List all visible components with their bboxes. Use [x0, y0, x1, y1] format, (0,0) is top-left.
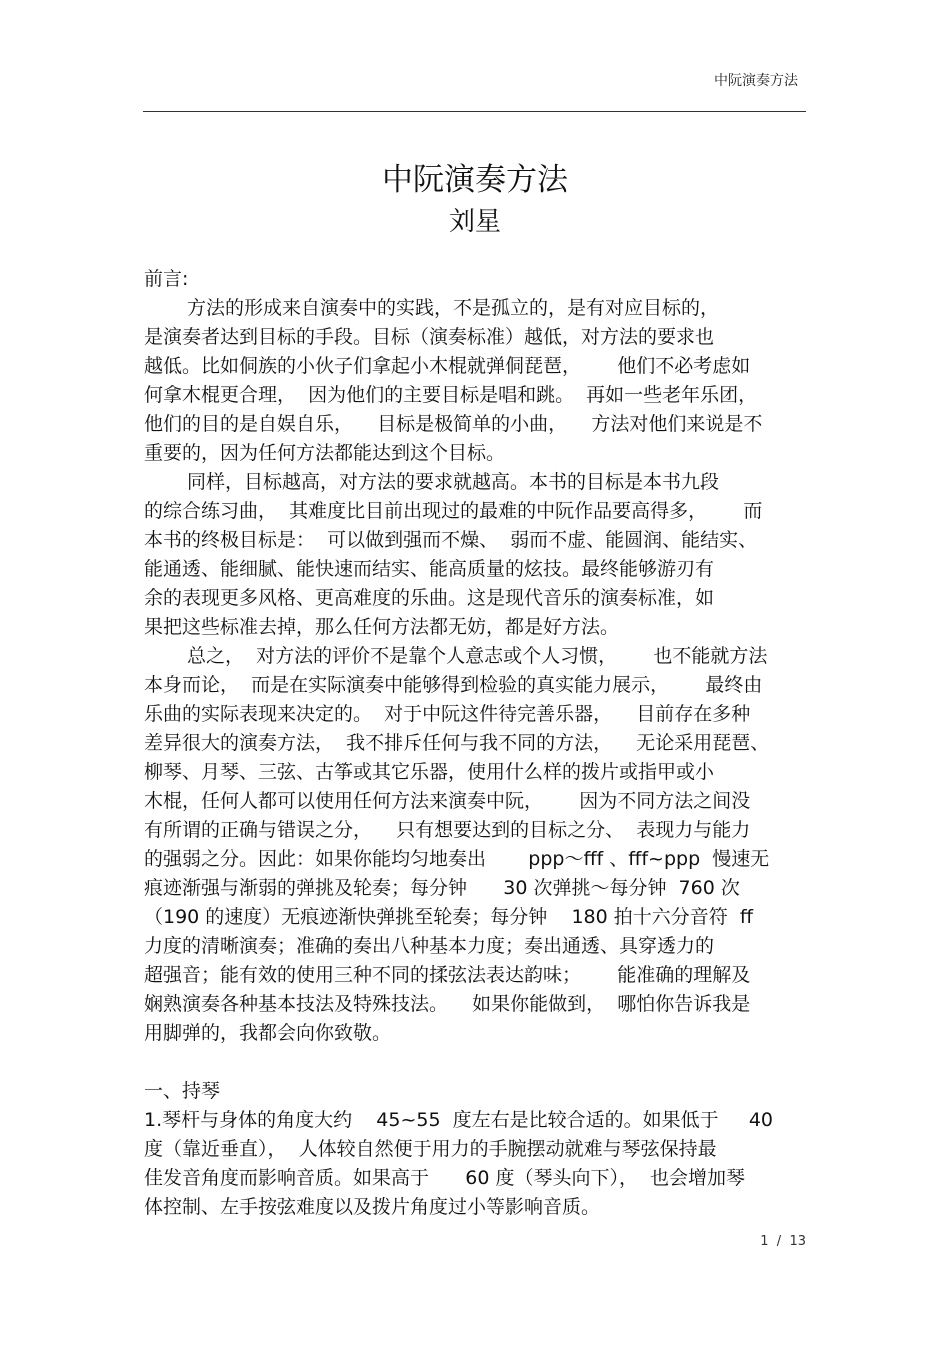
- paragraph-line: 方法的形成来自演奏中的实践，不是孤立的，是有对应目标的，: [187, 297, 720, 319]
- paragraph-line: 余的表现更多风格、更高难度的乐曲。这是现代音乐的演奏标准，如: [144, 587, 715, 609]
- paragraph-line: 佳发音角度而影响音质。如果高于 60 度（琴头向下）， 也会增加琴: [144, 1167, 746, 1189]
- preface-heading: 前言:: [144, 268, 189, 290]
- paragraph-line: 越低。比如侗族的小伙子们拿起小木棍就弹侗琵琶， 他们不必考虑如: [144, 355, 751, 377]
- paragraph-line: 是演奏者达到目标的手段。目标（演奏标准）越低，对方法的要求也: [144, 326, 715, 348]
- paragraph-line: 用脚弹的，我都会向你致敬。: [144, 1022, 392, 1044]
- header-divider: [143, 111, 806, 112]
- paragraph-line: 他们的目的是自娱自乐， 目标是极简单的小曲， 方法对他们来说是不: [144, 413, 763, 435]
- document-body: [144, 265, 806, 1222]
- paragraph-line: 超强音；能有效的使用三种不同的揉弦法表达韵味； 能准确的理解及: [144, 964, 751, 986]
- paragraph-line: 同样，目标越高，对方法的要求就越高。本书的目标是本书九段: [187, 471, 720, 493]
- paragraph-line: 差异很大的演奏方法， 我不排斥任何与我不同的方法， 无论采用琵琶、: [144, 732, 770, 754]
- paragraph-line: 度（靠近垂直）， 人体较自然便于用力的手腕摆动就难与琴弦保持最: [144, 1138, 717, 1160]
- paragraph-line: 果把这些标准去掉，那么任何方法都无妨，都是好方法。: [144, 616, 620, 638]
- paragraph-line: 乐曲的实际表现来决定的。 对于中阮这件待完善乐器， 目前存在多种: [144, 703, 751, 725]
- paragraph-line: 力度的清晰演奏；准确的奏出八种基本力度；奏出通透、具穿透力的: [144, 935, 715, 957]
- paragraph-line: 总之， 对方法的评价不是靠个人意志或个人习惯， 也不能就方法: [187, 645, 768, 667]
- paragraph-line: 能通透、能细腻、能快速而结实、能高质量的炫技。最终能够游刃有: [144, 558, 715, 580]
- paragraph-line: 柳琴、月琴、三弦、古筝或其它乐器，使用什么样的拨片或指甲或小: [144, 761, 715, 783]
- paragraph-spacer: [144, 1048, 806, 1077]
- page-indicator: 1 / 13: [760, 1234, 806, 1249]
- paragraph-line: 本身而论， 而是在实际演奏中能够得到检验的真实能力展示， 最终由: [144, 674, 763, 696]
- document-author: 刘星: [448, 207, 501, 237]
- running-header: 中阮演奏方法: [714, 73, 798, 89]
- paragraph-line: （190 的速度）无痕迹渐快弹挑至轮奏；每分钟 180 拍十六分音符 ff: [144, 906, 753, 928]
- paragraph-line: 娴熟演奏各种基本技法及特殊技法。 如果你能做到， 哪怕你告诉我是: [144, 993, 751, 1015]
- section-heading: 一、持琴: [144, 1080, 221, 1102]
- paragraph-line: 的强弱之分。因此：如果你能均匀地奏出 ppp～fff 、fff~ppp 慢速无: [144, 848, 770, 870]
- paragraph-line: 重要的，因为任何方法都能达到这个目标。: [144, 442, 506, 464]
- paragraph-line: 1.琴杆与身体的角度大约 45~55 度左右是比较合适的。如果低于 40: [144, 1109, 774, 1131]
- paragraph-line: 的综合练习曲， 其难度比目前出现过的最难的中阮作品要高得多， 而: [144, 500, 763, 522]
- paragraph-line: 痕迹渐强与渐弱的弹挑及轮奏；每分钟 30 次弹挑～每分钟 760 次: [144, 877, 740, 899]
- paragraph-line: 何拿木棍更合理， 因为他们的主要目标是唱和跳。 再如一些老年乐团，: [144, 384, 758, 406]
- paragraph-line: 本书的终极目标是： 可以做到强而不燥、 弱而不虚、能圆润、能结实、: [144, 529, 758, 551]
- paragraph-line: 木棍，任何人都可以使用任何方法来演奏中阮， 因为不同方法之间没: [144, 790, 751, 812]
- paragraph-line: 体控制、左手按弦难度以及拨片角度过小等影响音质。: [144, 1196, 601, 1218]
- paragraph-line: 有所谓的正确与错误之分， 只有想要达到的目标之分、 表现力与能力: [144, 819, 751, 841]
- document-title: 中阮演奏方法: [382, 162, 568, 198]
